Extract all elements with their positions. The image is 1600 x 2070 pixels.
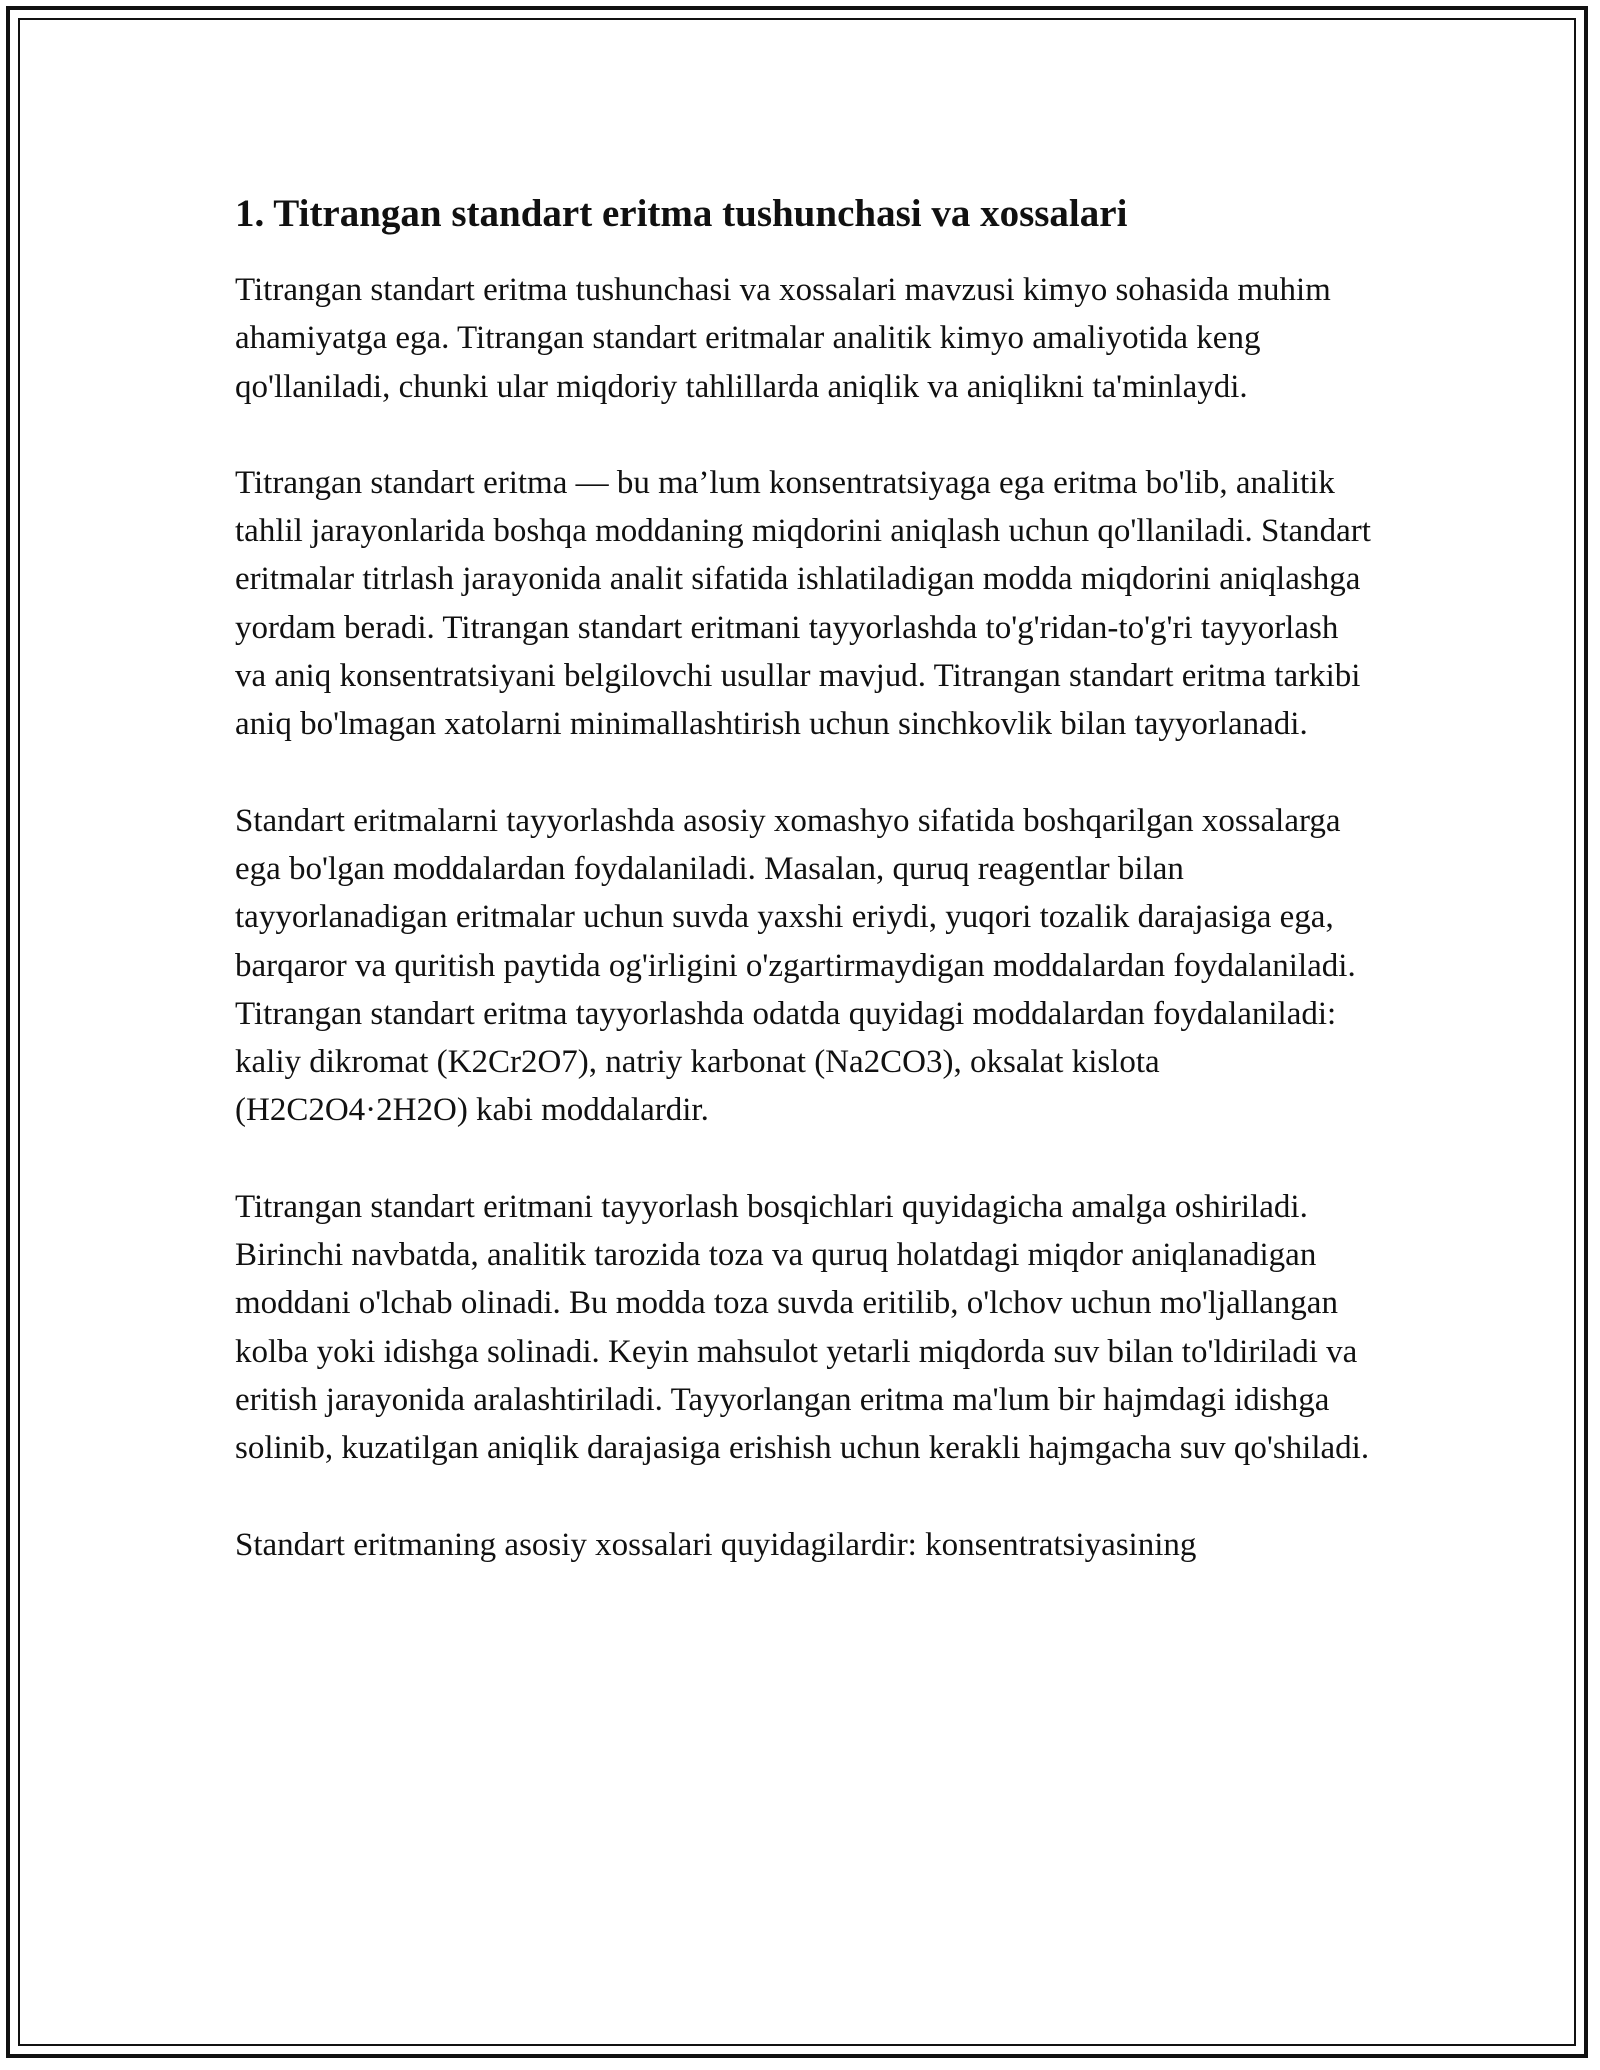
document-body [235, 188, 1375, 1617]
paragraph-materials: Standart eritmalarni tayyorlashda asosiy xomashyo sifatida boshqarilgan xossalarga ega bo'lgan moddalardan foydalaniladi. Masalan, quruq reagentlar bilan tayyorlanadigan eritmalar uchun suvda yaxshi eriydi, yuqori tozalik darajasiga ega, barqaror va quritish paytida og'irligini o'zgartirmaydigan moddalardan foydalaniladi. Titrangan standart eritma tayyorlashda odatda quyidagi moddalardan foydalaniladi: kaliy dikromat (K2Cr2O7), natriy karbonat (Na2CO3), oksalat kislota (H2C2O4·2H2O) kabi moddalardir. [235, 802, 1356, 1129]
paragraph-preparation-steps: Titrangan standart eritmani tayyorlash bosqichlari quyidagicha amalga oshiriladi. Birinchi navbatda, analitik tarozida toza va quruq holatdagi miqdor aniqlanadigan moddani o'lchab olinadi. Bu modda toza suvda eritilib, o'lchov uchun mo'ljallangan kolba yoki idishga solinadi. Keyin mahsulot yetarli miqdorda suv bilan to'ldiriladi va eritish jarayonida aralashtiriladi. Tayyorlangan eritma ma'lum bir hajmdagi idishga solinib, kuzatilgan aniqlik darajasiga erishish uchun kerakli hajmgacha suv qo'shiladi. [235, 1188, 1370, 1467]
paragraph-intro: Titrangan standart eritma tushunchasi va xossalari mavzusi kimyo sohasida muhim ahamiyatga ega. Titrangan standart eritmalar analitik kimyo amaliyotida keng qo'llaniladi, chunki ular miqdoriy tahlillarda aniqlik va aniqlikni ta'minlaydi. [235, 272, 1331, 405]
paragraph-properties: Standart eritmaning asosiy xossalari quyidagilardir: konsentratsiyasining [235, 1526, 1197, 1563]
paragraph-definition: Titrangan standart eritma — bu ma’lum konsentratsiyaga ega eritma bo'lib, analitik tahlil jarayonlarida boshqa moddaning miqdorini aniqlash uchun qo'llaniladi. Standart eritmalar titrlash jarayonida analit sifatida ishlatiladigan modda miqdorini aniqlashga yordam beradi. Titrangan standart eritmani tayyorlashda to'g'ridan-to'g'ri tayyorlash va aniq konsentratsiyani belgilovchi usullar mavjud. Titrangan standart eritma tarkibi aniq bo'lmagan xatolarni minimallashtirish uchun sinchkovlik bilan tayyorlanadi. [235, 464, 1371, 743]
section-heading: 1. Titrangan standart eritma tushunchasi va xossalari [235, 192, 1128, 235]
